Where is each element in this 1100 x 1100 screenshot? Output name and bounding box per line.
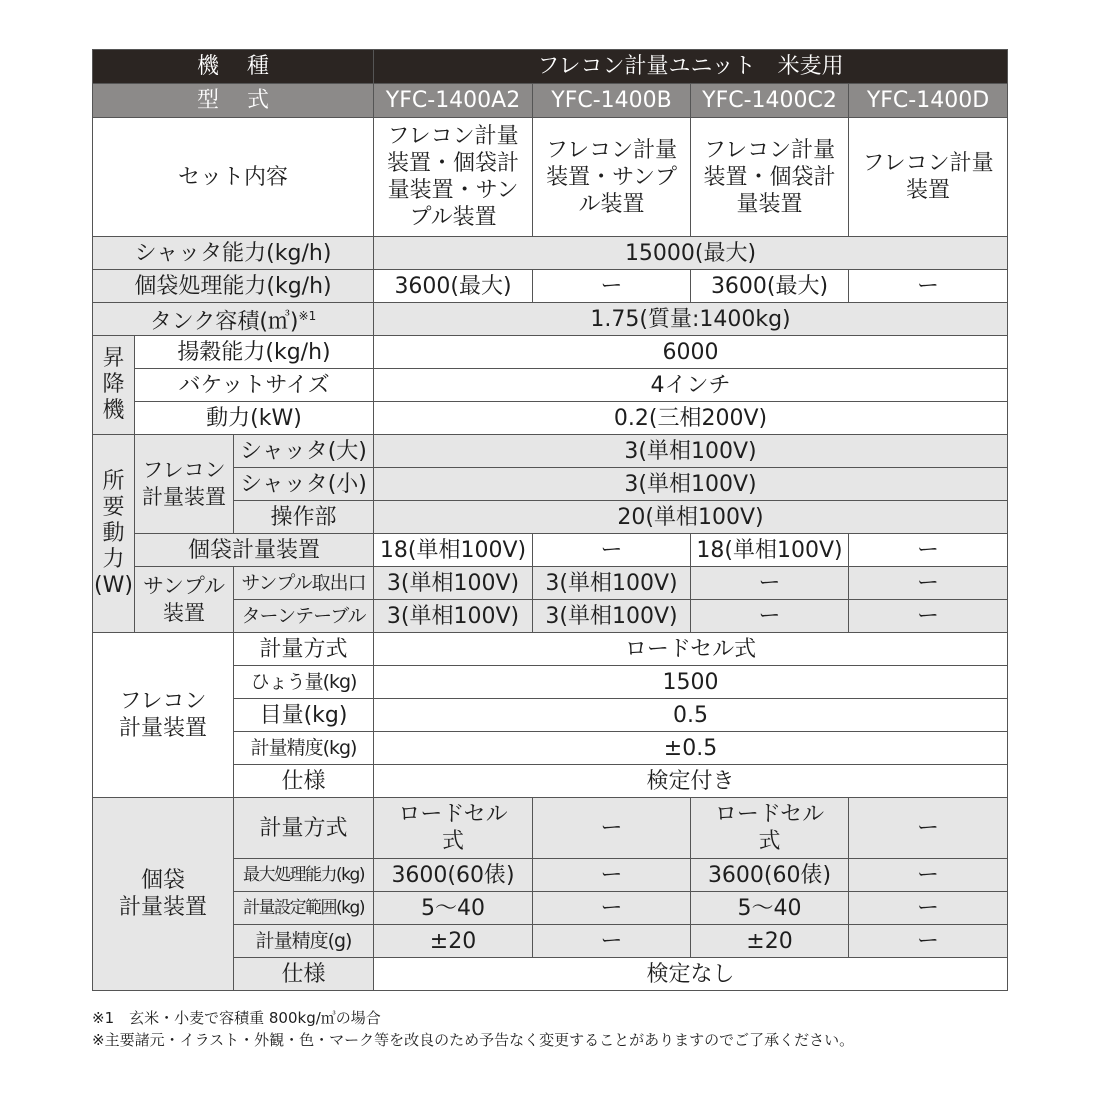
bag-accuracy-d: ー: [849, 925, 1008, 958]
elevator-capacity-value: 6000: [374, 336, 1008, 369]
elevator-row: [93, 369, 1008, 402]
power-row: [93, 435, 1008, 468]
footnotes: [92, 1007, 1092, 1051]
elevator-capacity-label: 揚穀能力(kg/h): [135, 336, 374, 369]
shutter-capacity-value: 15000(最大): [374, 237, 1008, 270]
bag-range-a2: 5〜40: [374, 892, 533, 925]
elevator-group-label: 昇 降 機: [93, 336, 135, 435]
power-flecon-label: フレコン 計量装置: [135, 435, 234, 534]
flecon-spec-label: 仕様: [234, 765, 374, 798]
bag-device-power-b: ー: [533, 534, 691, 567]
bag-range-d: ー: [849, 892, 1008, 925]
bag-weighing-row: [93, 798, 1008, 859]
spec-table: [92, 49, 1008, 991]
header-row-katashiki: [93, 84, 1008, 118]
flecon-capacity-label: ひょう量(kg): [234, 666, 374, 699]
bag-max-capacity-d: ー: [849, 859, 1008, 892]
flecon-method-label: 計量方式: [234, 633, 374, 666]
bag-capacity-d: ー: [849, 270, 1008, 303]
set-contents-c2: フレコン計量 装置・個袋計 量装置: [691, 118, 849, 237]
control-unit-value: 20(単相100V): [374, 501, 1008, 534]
sample-outlet-c2: ー: [691, 567, 849, 600]
flecon-scale-label: 目量(kg): [234, 699, 374, 732]
bag-range-label: 計量設定範囲(kg): [234, 892, 374, 925]
sample-outlet-b: 3(単相100V): [533, 567, 691, 600]
model-b: YFC-1400B: [533, 84, 691, 118]
tank-volume-label: タンク容積(㎥)$^{※1}$: [93, 303, 374, 336]
kishu-value: フレコン計量ユニット 米麦用: [374, 50, 1008, 84]
power-row: [93, 567, 1008, 600]
bag-max-capacity-c2: 3600(60俵): [691, 859, 849, 892]
bucket-size-value: 4インチ: [374, 369, 1008, 402]
turntable-b: 3(単相100V): [533, 600, 691, 633]
elevator-power-label: 動力(kW): [135, 402, 374, 435]
set-contents-b: フレコン計量 装置・サンプ ル装置: [533, 118, 691, 237]
shutter-large-label: シャッタ(大): [234, 435, 374, 468]
bucket-size-label: バケットサイズ: [135, 369, 374, 402]
model-c2: YFC-1400C2: [691, 84, 849, 118]
power-sample-label: サンプル 装置: [135, 567, 234, 633]
bag-accuracy-c2: ±20: [691, 925, 849, 958]
flecon-scale-value: 0.5: [374, 699, 1008, 732]
elevator-power-value: 0.2(三相200V): [374, 402, 1008, 435]
shutter-small-value: 3(単相100V): [374, 468, 1008, 501]
header-row-kishu: [93, 50, 1008, 84]
bag-device-power-a2: 18(単相100V): [374, 534, 533, 567]
flecon-capacity-value: 1500: [374, 666, 1008, 699]
shutter-small-label: シャッタ(小): [234, 468, 374, 501]
bag-spec-value: 検定なし: [374, 958, 1008, 991]
footnote-2: ※主要諸元・イラスト・外観・色・マーク等を改良のため予告なく変更することがありますのでご了承ください。: [92, 1031, 855, 1049]
bag-accuracy-label: 計量精度(g): [234, 925, 374, 958]
turntable-d: ー: [849, 600, 1008, 633]
flecon-accuracy-label: 計量精度(kg): [234, 732, 374, 765]
shutter-capacity-label: シャッタ能力(kg/h): [93, 237, 374, 270]
set-contents-row: [93, 118, 1008, 237]
set-contents-d: フレコン計量 装置: [849, 118, 1008, 237]
flecon-accuracy-value: ±0.5: [374, 732, 1008, 765]
flecon-weighing-group-label: フレコン 計量装置: [93, 633, 234, 798]
model-d: YFC-1400D: [849, 84, 1008, 118]
turntable-c2: ー: [691, 600, 849, 633]
bag-method-c2: ロードセル 式: [691, 798, 849, 859]
bag-max-capacity-a2: 3600(60俵): [374, 859, 533, 892]
shutter-large-value: 3(単相100V): [374, 435, 1008, 468]
model-a2: YFC-1400A2: [374, 84, 533, 118]
turntable-label: ターンテーブル: [234, 600, 374, 633]
elevator-row: [93, 336, 1008, 369]
bag-weighing-group-label: 個袋 計量装置: [93, 798, 234, 991]
set-contents-label: セット内容: [93, 118, 374, 237]
flecon-weighing-row: [93, 633, 1008, 666]
bag-capacity-label: 個袋処理能力(kg/h): [93, 270, 374, 303]
bag-spec-label: 仕様: [234, 958, 374, 991]
bag-method-a2: ロードセル 式: [374, 798, 533, 859]
bag-accuracy-b: ー: [533, 925, 691, 958]
footnote-1: ※1 玄米・小麦で容積重 800kg/㎥の場合: [92, 1009, 381, 1027]
bag-method-b: ー: [533, 798, 691, 859]
power-group-label: 所 要 動 力 (W): [93, 435, 135, 633]
bag-method-d: ー: [849, 798, 1008, 859]
bag-device-power-label: 個袋計量装置: [135, 534, 374, 567]
bag-device-power-d: ー: [849, 534, 1008, 567]
bag-max-capacity-b: ー: [533, 859, 691, 892]
bag-capacity-row: [93, 270, 1008, 303]
power-row: [93, 534, 1008, 567]
note-mark: ※1: [298, 309, 317, 323]
turntable-a2: 3(単相100V): [374, 600, 533, 633]
sample-outlet-d: ー: [849, 567, 1008, 600]
bag-range-c2: 5〜40: [691, 892, 849, 925]
elevator-row: [93, 402, 1008, 435]
bag-max-capacity-label: 最大処理能力(kg): [234, 859, 374, 892]
shutter-capacity-row: [93, 237, 1008, 270]
bag-range-b: ー: [533, 892, 691, 925]
bag-method-label: 計量方式: [234, 798, 374, 859]
sample-outlet-a2: 3(単相100V): [374, 567, 533, 600]
flecon-method-value: ロードセル式: [374, 633, 1008, 666]
bag-capacity-a2: 3600(最大): [374, 270, 533, 303]
tank-volume-value: 1.75(質量:1400kg): [374, 303, 1008, 336]
set-contents-a2: フレコン計量 装置・個袋計 量装置・サン プル装置: [374, 118, 533, 237]
flecon-spec-value: 検定付き: [374, 765, 1008, 798]
control-unit-label: 操作部: [234, 501, 374, 534]
bag-capacity-c2: 3600(最大): [691, 270, 849, 303]
bag-accuracy-a2: ±20: [374, 925, 533, 958]
kishu-label: 機種: [93, 50, 374, 84]
katashiki-label: 型式: [93, 84, 374, 118]
bag-capacity-b: ー: [533, 270, 691, 303]
sample-outlet-label: サンプル取出口: [234, 567, 374, 600]
bag-device-power-c2: 18(単相100V): [691, 534, 849, 567]
tank-volume-row: [93, 303, 1008, 336]
